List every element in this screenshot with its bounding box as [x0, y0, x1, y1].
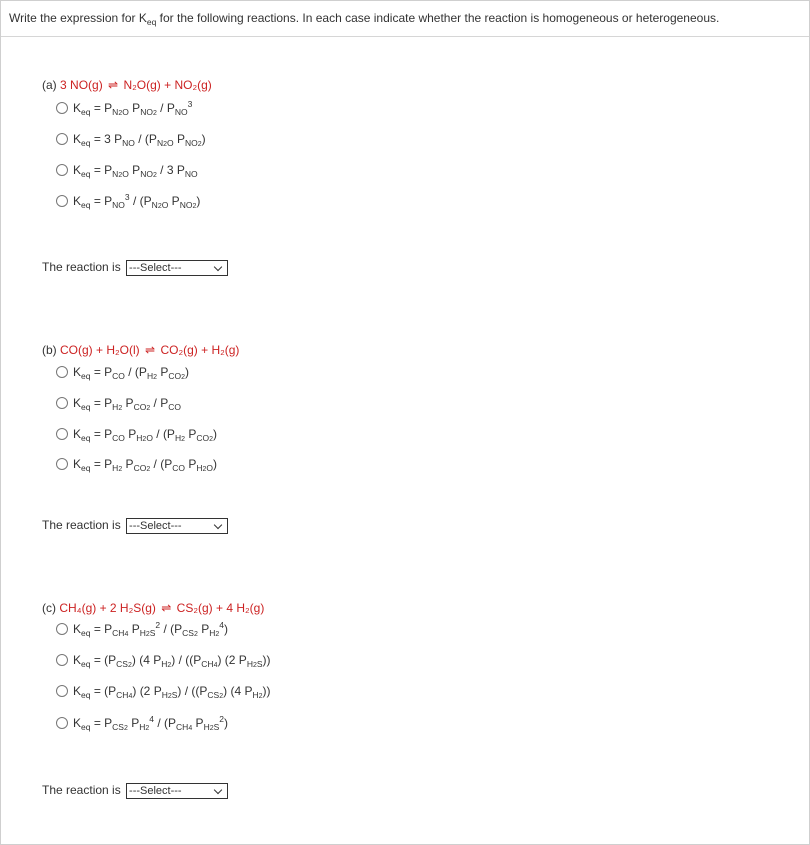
option-a-3[interactable]: $K_{eq} = P_{N2O}$ $P_{NO2} / 3$ $P_{NO}$ [56, 161, 198, 179]
reaction-type-row-c [42, 781, 228, 799]
option-a-2[interactable]: $K_{eq} = 3$ $P_{NO} / (P_{N2O}$ $P_{NO2}$) [56, 130, 206, 148]
option-c-4[interactable]: $K_{eq} = P_{CS2}$ $P_{H2}^4 / (P_{CH4}$ $P_{H2S}^2$) [56, 714, 228, 732]
reaction-type-select-c[interactable]: ---Select--- [126, 783, 228, 799]
radio-button[interactable] [56, 623, 68, 635]
radio-button[interactable] [56, 685, 68, 697]
reaction-type-row-b [42, 516, 228, 534]
reaction-type-label: The reaction is [42, 260, 121, 274]
reaction-type-row-a [42, 258, 228, 276]
chevron-down-icon [214, 521, 222, 529]
radio-button[interactable] [56, 133, 68, 145]
reaction-type-select-b[interactable]: ---Select--- [126, 518, 228, 534]
part-a [42, 77, 742, 274]
option-b-2[interactable]: $K_{eq} = P_{H2}$ $P_{CO2} / P_{CO}$ [56, 394, 181, 412]
option-a-1[interactable]: $K_{eq} = P_{N2O}$ $P_{NO2} / P_{NO}^3$ [56, 99, 192, 117]
instructions: Write the expression for $K_{eq}$ for the following reactions. In each case indicate whether the reaction is homogeneous or heterogeneous. [9, 11, 720, 27]
radio-button[interactable] [56, 366, 68, 378]
option-b-1[interactable]: $K_{eq} = P_{CO} / (P_{H2}$ $P_{CO2}$) [56, 363, 189, 381]
option-b-4[interactable]: $K_{eq} = P_{H2}$ $P_{CO2} / (P_{CO}$ $P_{H2O}$) [56, 455, 217, 473]
radio-button[interactable] [56, 654, 68, 666]
reaction-b: (b) CO(g) + H₂O(l) ⇌ CO₂(g) + H₂(g) [42, 343, 240, 357]
reaction-type-label: The reaction is [42, 518, 121, 532]
reaction-a: (a) 3 NO(g) ⇌ N₂O(g) + NO₂(g) [42, 78, 212, 92]
radio-button[interactable] [56, 195, 68, 207]
radio-button[interactable] [56, 102, 68, 114]
radio-button[interactable] [56, 458, 68, 470]
radio-button[interactable] [56, 397, 68, 409]
option-c-2[interactable]: $K_{eq} = (P_{CS2})$ (4 $P_{H2}) / ((P_{CH4})$ (2 $P_{H2S}$)) [56, 651, 271, 669]
option-c-1[interactable]: $K_{eq} = P_{CH4}$ $P_{H2S}^2 / (P_{CS2}$ $P_{H2}^4$) [56, 620, 228, 638]
reaction-type-select-a[interactable]: ---Select--- [126, 260, 228, 276]
option-b-3[interactable]: $K_{eq} = P_{CO}$ $P_{H2O} / (P_{H2}$ $P_{CO2}$) [56, 425, 217, 443]
chevron-down-icon [214, 263, 222, 271]
radio-button[interactable] [56, 428, 68, 440]
divider [1, 36, 809, 37]
reaction-c: (c) CH₄(g) + 2 H₂S(g) ⇌ CS₂(g) + 4 H₂(g) [42, 601, 265, 615]
part-b [42, 342, 742, 532]
chevron-down-icon [214, 786, 222, 794]
radio-button[interactable] [56, 164, 68, 176]
radio-button[interactable] [56, 717, 68, 729]
part-c [42, 600, 742, 797]
reaction-type-label: The reaction is [42, 783, 121, 797]
option-c-3[interactable]: $K_{eq} = (P_{CH4})$ (2 $P_{H2S}) / ((P_{CS2})$ (4 $P_{H2}$)) [56, 682, 271, 700]
option-a-4[interactable]: $K_{eq} = P_{NO}^3 / (P_{N2O}$ $P_{NO2}$) [56, 192, 200, 210]
